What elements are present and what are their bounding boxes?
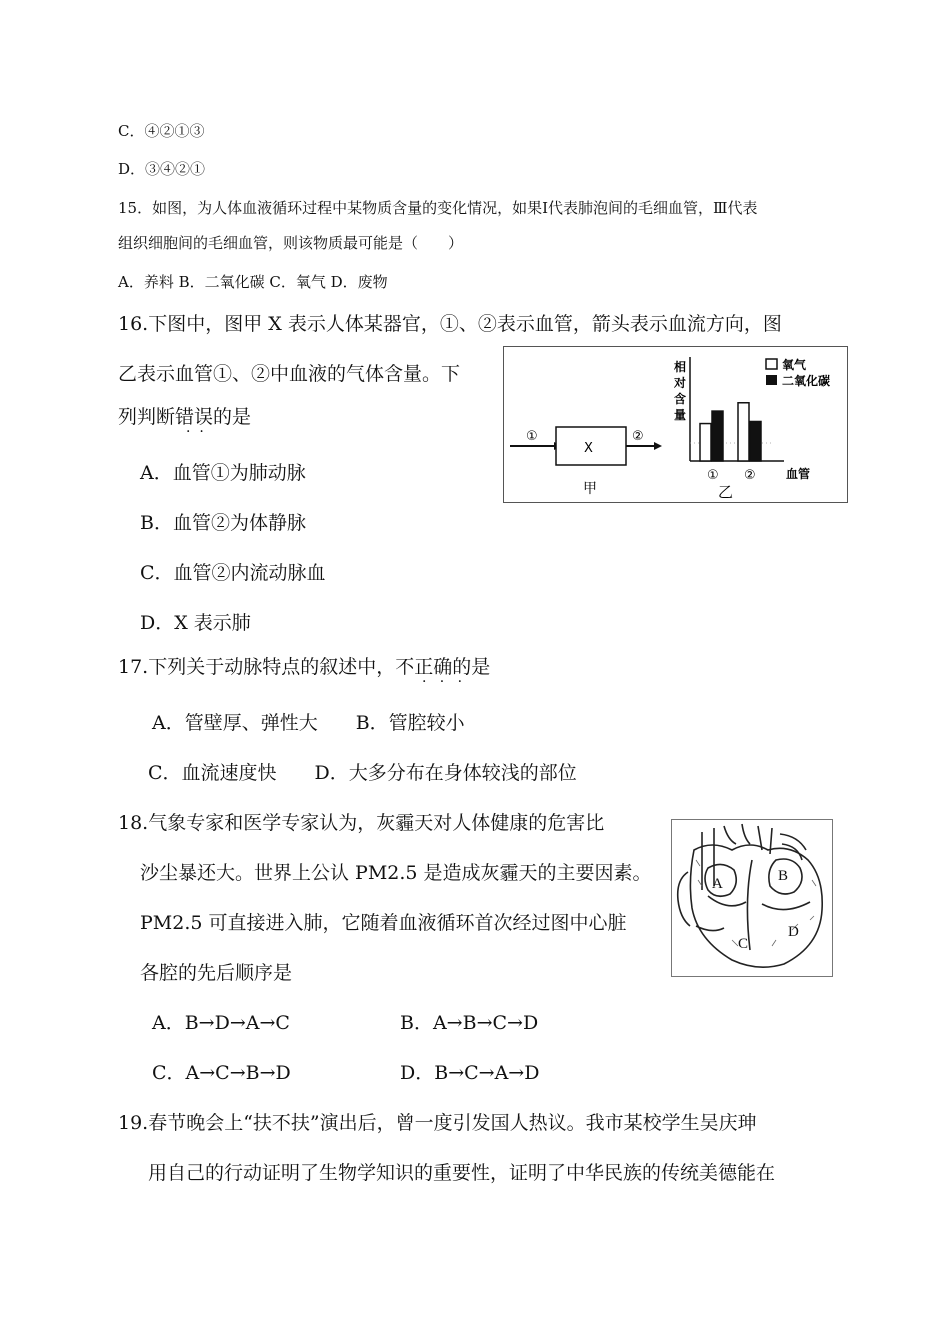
q16-stem-line1: 16.下图中，图甲 X 表示人体某器官，①、②表示血管，箭头表示血流方向，图	[118, 313, 782, 335]
q15-stem-line1: 15．如图，为人体血液循环过程中某物质含量的变化情况，如果Ⅰ代表肺泡间的毛细血管，Ⅲ代表	[118, 199, 758, 217]
q16-option-b: B．血管②为体静脉	[140, 512, 306, 534]
vessel-2-label: ②	[632, 429, 644, 444]
chart-xlabel: 血管	[786, 467, 811, 481]
legend-swatch-oxygen	[766, 359, 777, 369]
ylabel-char-1: 相	[674, 360, 687, 374]
q18-stem-line1: 18.气象专家和医学专家认为，灰霾天对人体健康的危害比	[118, 812, 605, 834]
emphasis-dots-cuowu: · ·	[186, 424, 204, 440]
outflow-arrowhead	[654, 442, 662, 450]
q18-option-d: D．B→C→A→D	[400, 1062, 540, 1084]
chamber-label-a: A	[712, 876, 723, 892]
q16-figure	[503, 346, 848, 503]
xtick-vessel-2: ②	[744, 468, 756, 483]
q16-figure-svg	[504, 347, 847, 502]
q15-options: A．养料 B．二氧化碳 C．氧气 D．废物	[118, 273, 388, 291]
chamber-label-d: D	[788, 924, 799, 940]
q16-stem-line2: 乙表示血管①、②中血液的气体含量。下	[118, 363, 461, 385]
chamber-label-b: B	[778, 868, 789, 884]
q14-option-d: D．③④②①	[118, 160, 206, 178]
ylabel-char-3: 含	[674, 392, 687, 406]
bar-co2-vessel-2	[750, 421, 761, 461]
caption-jia: 甲	[583, 481, 597, 497]
q18-stem-line4: 各腔的先后顺序是	[140, 962, 293, 984]
bar-oxygen-vessel-1	[700, 424, 711, 461]
bar-oxygen-vessel-2	[738, 403, 749, 461]
bar-co2-vessel-1	[712, 411, 723, 461]
q17-options-ab: A．管壁厚、弹性大 B．管腔较小	[152, 712, 465, 734]
q16-option-d: D．X 表示肺	[140, 612, 251, 634]
q15-stem-line2: 组织细胞间的毛细血管，则该物质最可能是（ ）	[118, 234, 464, 252]
q18-option-a: A．B→D→A→C	[152, 1012, 290, 1034]
q19-stem-line1: 19.春节晚会上“扶不扶”演出后，曾一度引发国人热议。我市某校学生吴庆珅	[118, 1112, 757, 1134]
chart-ylabel	[673, 359, 686, 422]
q16-option-a: A．血管①为肺动脉	[140, 462, 306, 484]
chart-bars	[700, 403, 761, 461]
ylabel-char-4: 量	[674, 408, 687, 422]
q19-stem-line2: 用自己的行动证明了生物学知识的重要性，证明了中华民族的传统美德能在	[148, 1162, 776, 1184]
q18-option-c: C．A→C→B→D	[152, 1062, 291, 1084]
emphasis-dots-buzhengque: · · ·	[422, 674, 463, 690]
q18-stem-line2: 沙尘暴还大。世界上公认 PM2.5 是造成灰霾天的主要因素。	[140, 862, 652, 884]
vessel-1-label: ①	[526, 429, 538, 444]
q16-option-c: C．血管②内流动脉血	[140, 562, 326, 584]
q16-stem-line3: 列判断错误的是	[118, 406, 252, 428]
legend-label-co2: 二氧化碳	[782, 374, 831, 388]
legend-swatch-co2	[766, 375, 777, 385]
chamber-label-c: C	[738, 936, 749, 952]
organ-x-label: X	[584, 441, 593, 456]
legend-label-oxygen: 氧气	[782, 358, 807, 372]
q18-option-b: B．A→B→C→D	[400, 1012, 539, 1034]
ylabel-char-2: 对	[674, 376, 687, 390]
heart-outline	[678, 824, 823, 967]
heart-diagram	[671, 819, 833, 977]
caption-yi: 乙	[718, 483, 734, 501]
q17-options-cd: C．血流速度快 D．大多分布在身体较浅的部位	[148, 762, 577, 784]
q18-stem-line3: PM2.5 可直接进入肺，它随着血液循环首次经过图中心脏	[140, 912, 627, 934]
q14-option-c: C．④②①③	[118, 122, 205, 140]
heart-diagram-svg	[672, 820, 832, 976]
xtick-vessel-1: ①	[707, 468, 719, 483]
q17-stem: 17.下列关于动脉特点的叙述中，不正确的是	[118, 656, 491, 678]
